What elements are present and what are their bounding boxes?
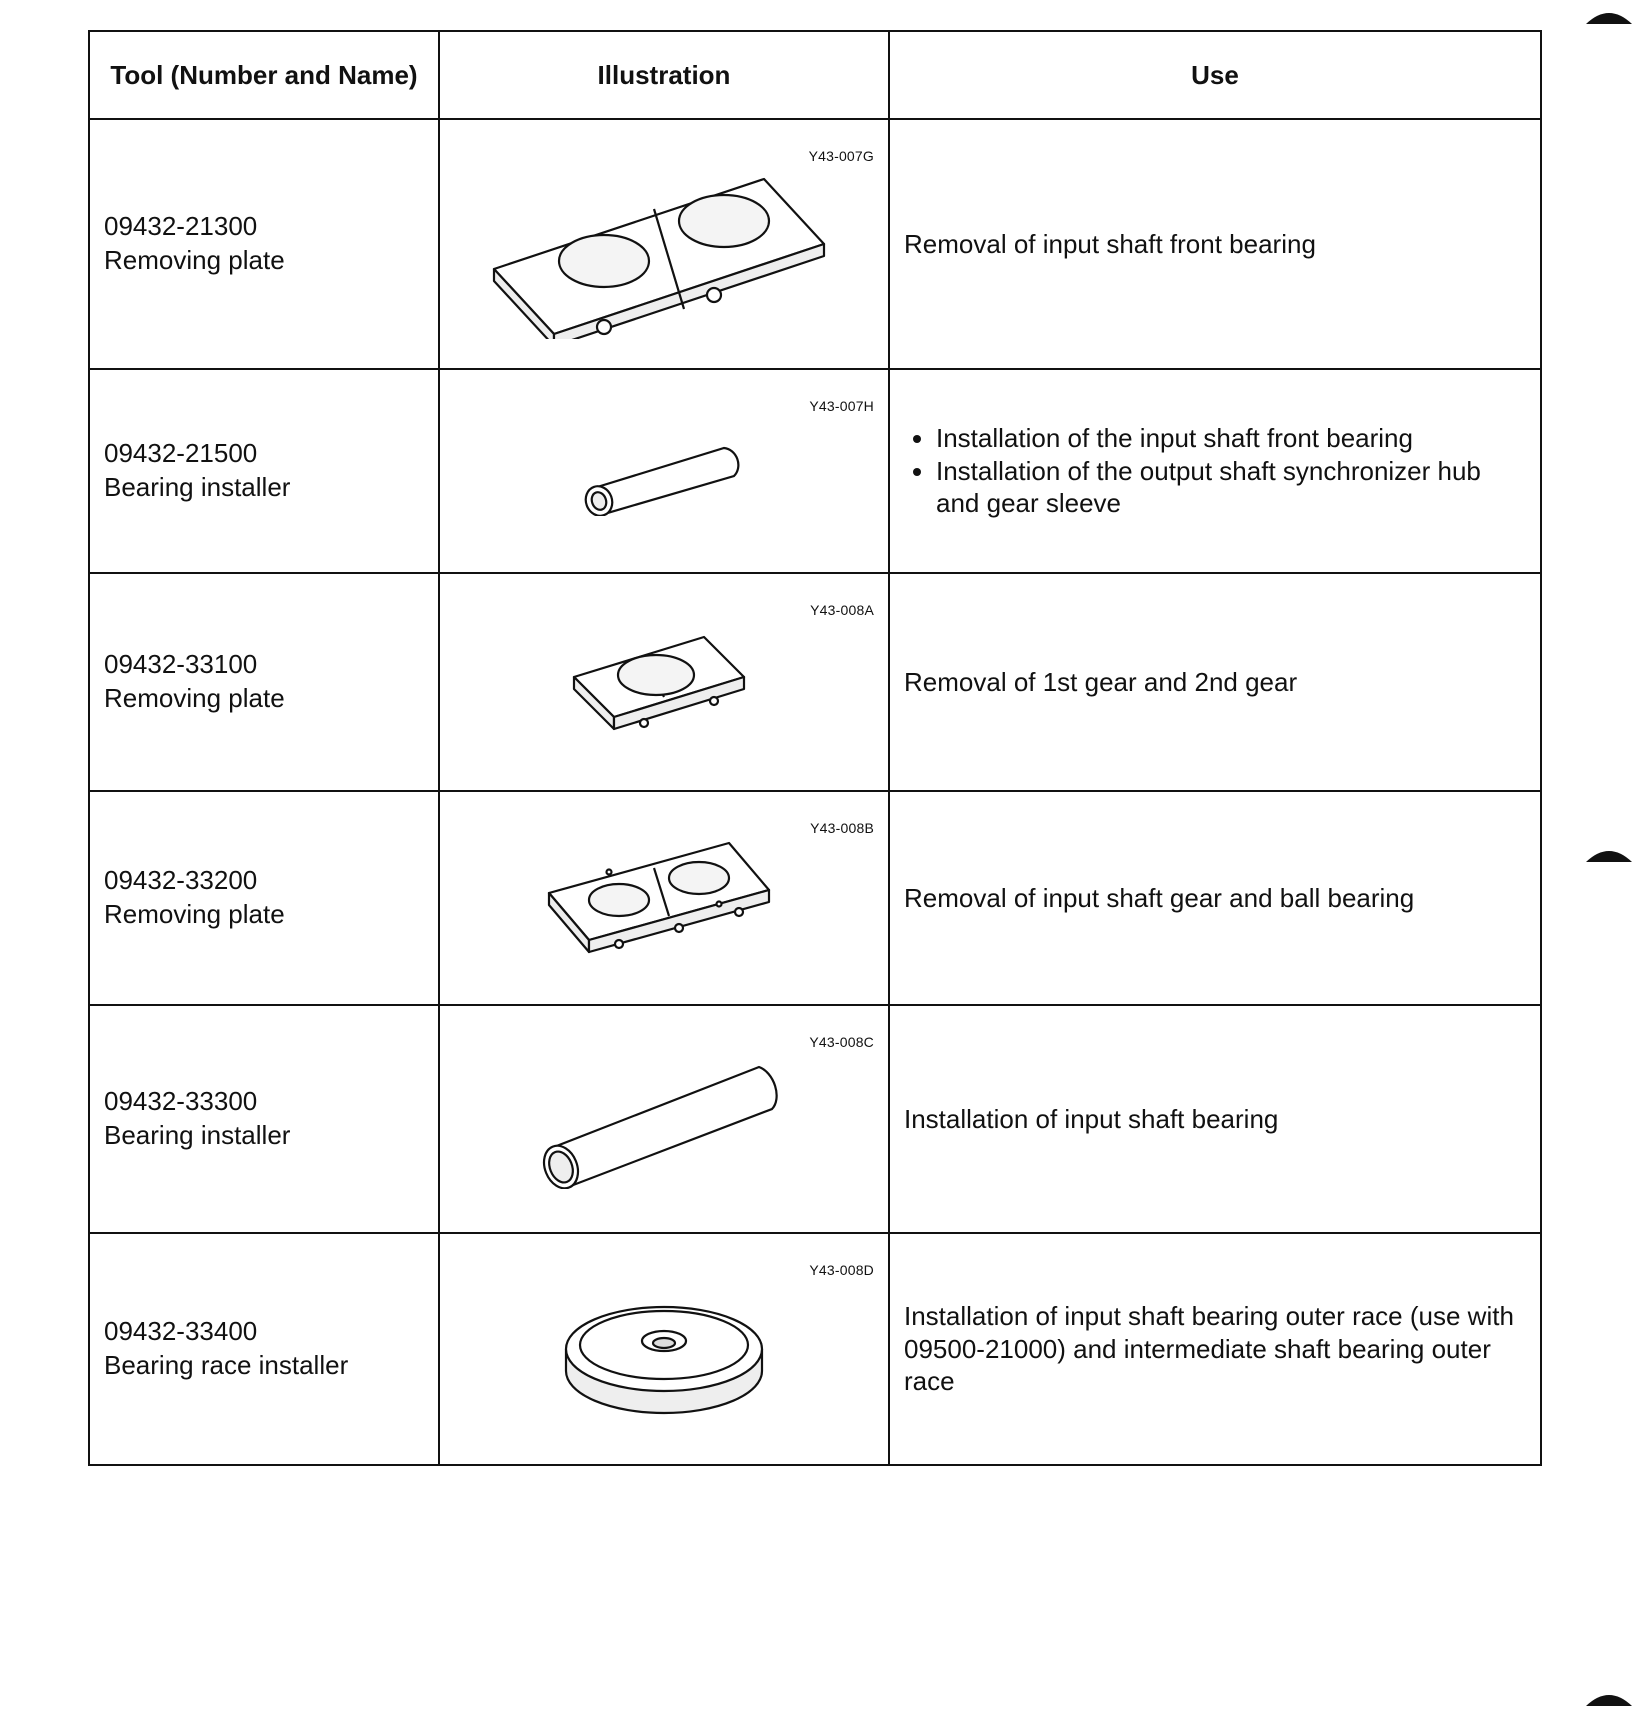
table-row: [89, 1005, 1541, 1233]
figure-code: Y43-007G: [808, 148, 874, 164]
use-list-item: • Installation of the input shaft front bearing: [936, 422, 1526, 455]
tool-table-container: [88, 30, 1542, 1466]
tool-cell: [89, 573, 439, 791]
figure-code: Y43-008A: [810, 602, 874, 618]
figure-code: Y43-007H: [809, 398, 874, 414]
use-cell: [889, 369, 1541, 573]
use-cell: [889, 1005, 1541, 1233]
tool-cell: [89, 119, 439, 369]
tool-cell: [89, 1233, 439, 1465]
tool-cell: [89, 1005, 439, 1233]
tool-cell: [89, 791, 439, 1005]
tool-name: Bearing installer: [104, 472, 291, 502]
tool-name: Removing plate: [104, 683, 285, 713]
binder-tab-mark: [1584, 8, 1634, 26]
figure-code: Y43-008D: [809, 1262, 874, 1278]
tool-cell: [89, 369, 439, 573]
use-text: Installation of input shaft bearing: [904, 1103, 1279, 1134]
header-illustration: Illustration: [439, 31, 889, 119]
illustration-cell: [439, 119, 889, 369]
tool-number: 09432-33400: [104, 1316, 258, 1347]
table-row: [89, 369, 1541, 573]
special-tools-table: [88, 30, 1542, 1466]
table-row: [89, 119, 1541, 369]
use-cell: [889, 119, 1541, 369]
tool-number: 09432-21300: [104, 211, 258, 242]
bearing-installer-short-illustration: [574, 426, 754, 516]
use-cell: [889, 573, 1541, 791]
tool-number: 09432-33300: [104, 1086, 258, 1117]
use-text: Removal of input shaft front bearing: [904, 228, 1316, 259]
illustration-cell: [439, 1233, 889, 1465]
use-text: Removal of input shaft gear and ball bearing: [904, 882, 1415, 913]
tool-name: Bearing race installer: [104, 1350, 349, 1380]
use-cell: [889, 791, 1541, 1005]
use-list: [904, 422, 1526, 520]
table-row: [89, 573, 1541, 791]
removing-plate-large-illustration: [474, 149, 854, 339]
header-use: Use: [889, 31, 1541, 119]
figure-code: Y43-008C: [809, 1034, 874, 1050]
tool-name: Removing plate: [104, 899, 285, 929]
illustration-cell: [439, 1005, 889, 1233]
removing-plate-small-illustration: [564, 627, 764, 737]
bearing-installer-long-illustration: [534, 1049, 794, 1189]
tool-number: 09432-21500: [104, 438, 258, 469]
illustration-cell: [439, 369, 889, 573]
binder-tab-mark: [1584, 846, 1634, 864]
binder-tab-mark: [1584, 1690, 1634, 1708]
tool-name: Bearing installer: [104, 1120, 291, 1150]
illustration-cell: [439, 573, 889, 791]
tool-name: Removing plate: [104, 245, 285, 275]
use-text: Installation of input shaft bearing outer race (use with 09500-21000) and intermediate shaft bearing outer race: [904, 1301, 1514, 1397]
illustration-cell: [439, 791, 889, 1005]
header-tool: Tool (Number and Name): [89, 31, 439, 119]
tool-number: 09432-33100: [104, 649, 258, 680]
figure-code: Y43-008B: [810, 820, 874, 836]
table-row: [89, 791, 1541, 1005]
table-row: [89, 1233, 1541, 1465]
removing-plate-medium-illustration: [539, 838, 789, 958]
use-text: Removal of 1st gear and 2nd gear: [904, 666, 1298, 697]
use-cell: [889, 1233, 1541, 1465]
bearing-race-installer-illustration: [554, 1279, 774, 1419]
table-header-row: [89, 31, 1541, 119]
tool-number: 09432-33200: [104, 865, 258, 896]
use-list-item: • Installation of the output shaft synchronizer hub and gear sleeve: [936, 455, 1526, 520]
